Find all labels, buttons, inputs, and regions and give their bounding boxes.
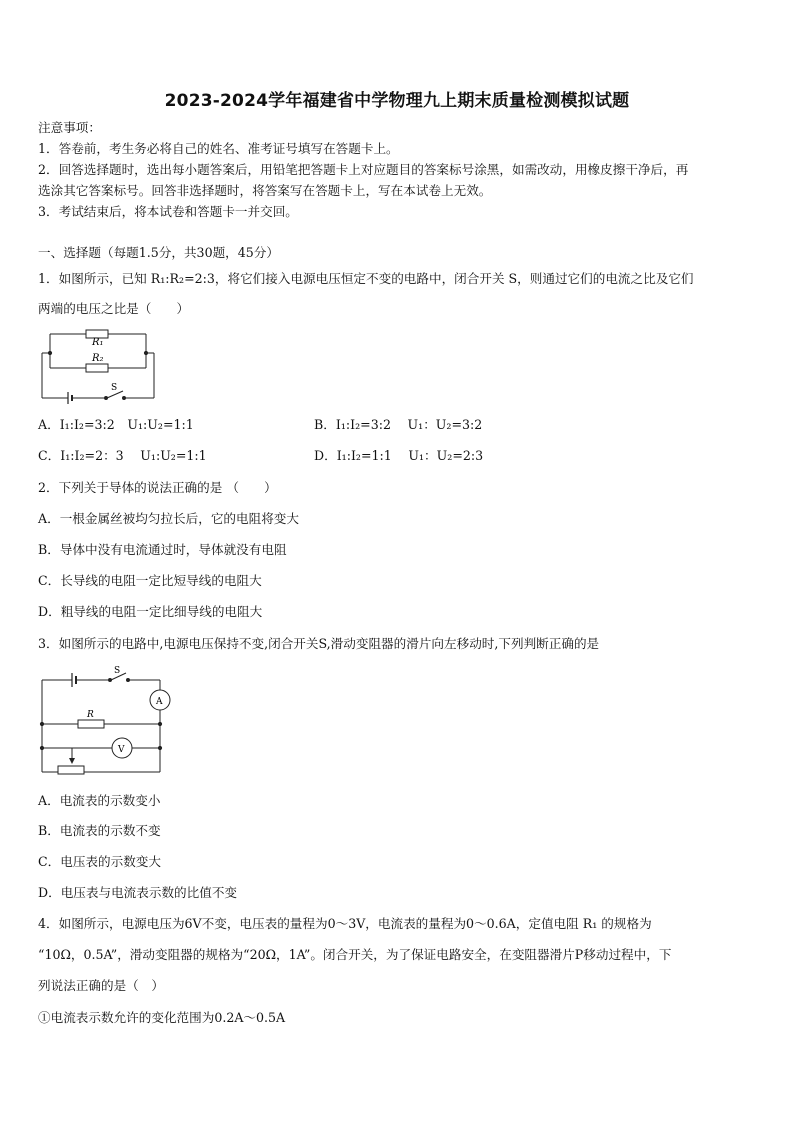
question-3-stem: 3．如图所示的电路中,电源电压保持不变,闭合开关S,滑动变阻器的滑片向左移动时,下列判断正确的是 bbox=[38, 636, 600, 651]
notice-item: 2．回答选择题时，选出每小题答案后，用铅笔把答题卡上对应题目的答案标号涂黑，如需改动，用橡皮擦干净后，再 bbox=[38, 162, 689, 177]
question-3-circuit-diagram bbox=[38, 662, 178, 778]
r1-label: R₁ bbox=[92, 337, 104, 348]
notice-item: 3．考试结束后，将本试卷和答题卡一并交回。 bbox=[38, 204, 298, 219]
question-2-option-a[interactable]: A．一根金属丝被均匀拉长后，它的电阻将变大 bbox=[38, 511, 299, 526]
question-1-option-b[interactable]: B．I₁:I₂=3:2 U₁：U₂=3:2 bbox=[314, 417, 483, 432]
notice-heading: 注意事项： bbox=[38, 120, 101, 135]
question-2-option-d[interactable]: D．粗导线的电阻一定比细导线的电阻大 bbox=[38, 604, 263, 619]
question-2-option-b[interactable]: B．导体中没有电流通过时，导体就没有电阻 bbox=[38, 542, 287, 557]
voltmeter-label: V bbox=[118, 745, 125, 755]
notice-item: 1．答卷前，考生务必将自己的姓名、准考证号填写在答题卡上。 bbox=[38, 141, 399, 156]
question-1-option-a[interactable]: A．I₁:I₂=3:2 U₁:U₂=1:1 bbox=[38, 417, 194, 432]
question-1-option-d[interactable]: D．I₁:I₂=1:1 U₁：U₂=2:3 bbox=[314, 448, 484, 463]
notice-item: 选涂其它答案标号。回答非选择题时，将答案写在答题卡上，写在本试卷上无效。 bbox=[38, 183, 492, 198]
resistor-label: R bbox=[87, 710, 94, 720]
switch-label: S bbox=[111, 383, 118, 393]
question-4-stem: 4．如图所示，电源电压为6V不变，电压表的量程为0～3V，电流表的量程为0～0.6A，定值电阻 R₁ 的规格为 bbox=[38, 916, 652, 931]
question-1-stem: 1．如图所示，已知 R₁:R₂=2:3，将它们接入电源电压恒定不变的电路中，闭合开关 S，则通过它们的电流之比及它们 bbox=[38, 271, 694, 286]
question-2-option-c[interactable]: C．长导线的电阻一定比短导线的电阻大 bbox=[38, 573, 262, 588]
ammeter-label: A bbox=[156, 697, 163, 707]
question-3-option-c[interactable]: C．电压表的示数变大 bbox=[38, 854, 161, 869]
question-2-stem: 2．下列关于导体的说法正确的是 （ ） bbox=[38, 480, 277, 495]
question-4-stem-cont: “10Ω，0.5A”，滑动变阻器的规格为“20Ω，1A”。闭合开关，为了保证电路安全，在变阻器滑片P移动过程中，下 bbox=[38, 947, 672, 962]
question-3-option-d[interactable]: D．电压表与电流表示数的比值不变 bbox=[38, 885, 238, 900]
question-1-option-c[interactable]: C．I₁:I₂=2：3 U₁:U₂=1:1 bbox=[38, 448, 207, 463]
question-1-circuit-diagram bbox=[38, 326, 160, 404]
switch-label: S bbox=[114, 666, 121, 676]
page-title: 2023-2024学年福建省中学物理九上期末质量检测模拟试题 bbox=[164, 91, 630, 111]
section-heading: 一、选择题（每题1.5分，共30题，45分） bbox=[38, 245, 279, 260]
r2-label: R₂ bbox=[92, 353, 104, 364]
question-4-item-1: ①电流表示数允许的变化范围为0.2A～0.5A bbox=[38, 1010, 286, 1025]
question-4-stem-cont: 列说法正确的是（ ） bbox=[38, 978, 164, 993]
question-1-stem-cont: 两端的电压之比是（ ） bbox=[38, 301, 190, 316]
question-3-option-a[interactable]: A．电流表的示数变小 bbox=[38, 793, 161, 808]
question-3-option-b[interactable]: B．电流表的示数不变 bbox=[38, 823, 161, 838]
